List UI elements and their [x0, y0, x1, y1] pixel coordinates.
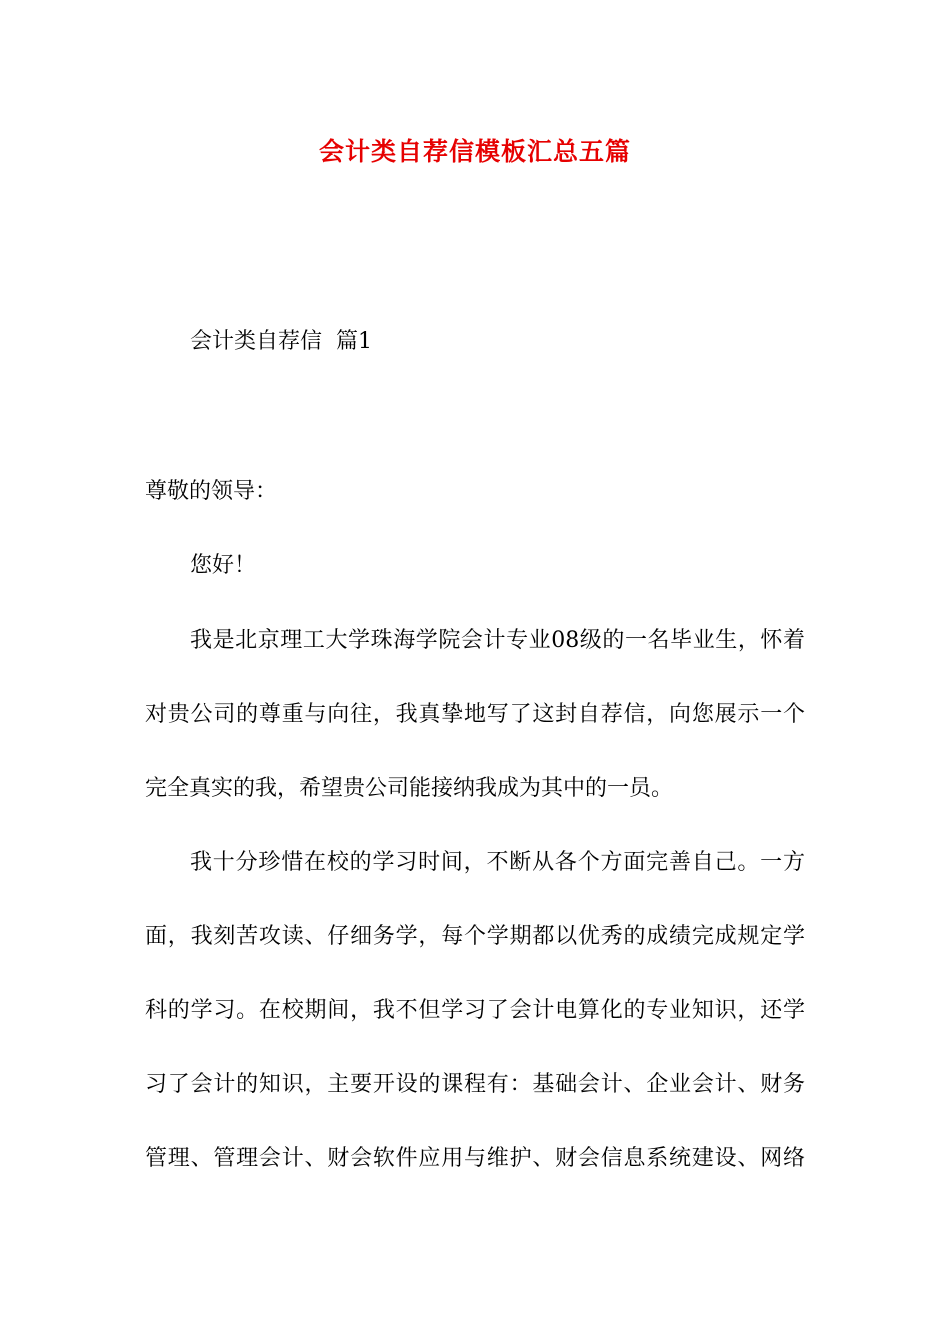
paragraph-line: 面，我刻苦攻读、仔细务学，每个学期都以优秀的成绩完成规定学	[145, 924, 805, 949]
paragraph-line: 对贵公司的尊重与向往，我真挚地写了这封自荐信，向您展示一个	[145, 702, 805, 727]
greeting: 您好！	[190, 553, 257, 578]
salutation: 尊敬的领导：	[145, 479, 278, 504]
body-paragraph	[145, 826, 805, 1196]
document-title: 会计类自荐信模板汇总五篇	[318, 137, 631, 166]
paragraph-line: 完全真实的我，希望贵公司能接纳我成为其中的一员。	[145, 776, 674, 801]
paragraph-line: 习了会计的知识，主要开设的课程有：基础会计、企业会计、财务	[145, 1072, 805, 1097]
paragraph-line: 我十分珍惜在校的学习时间，不断从各个方面完善自己。一方	[190, 850, 805, 875]
body-paragraph	[145, 604, 805, 826]
paragraph-line: 管理、管理会计、财会软件应用与维护、财会信息系统建设、网络	[145, 1146, 805, 1171]
paragraph-line: 科的学习。在校期间，我不但学习了会计电算化的专业知识，还学	[145, 998, 805, 1023]
section-heading: 会计类自荐信 篇1	[190, 329, 372, 354]
paragraph-line: 我是北京理工大学珠海学院会计专业08级的一名毕业生，怀着	[190, 628, 805, 653]
